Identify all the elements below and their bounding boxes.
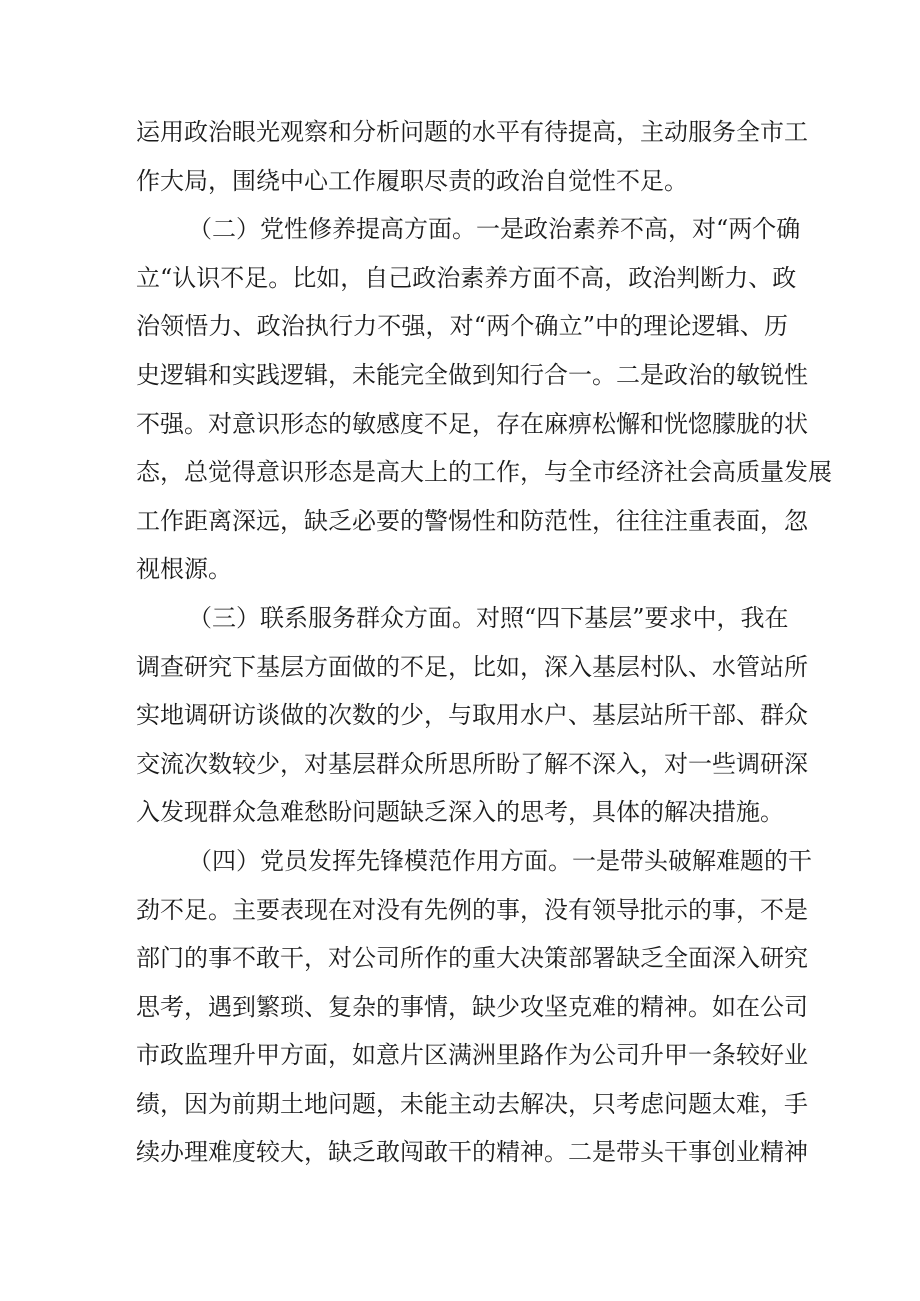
text-line: 作大局，围绕中心工作履职尽责的政治自觉性不足。 (136, 166, 688, 195)
text-line: 交流次数较少，对基层群众所思所盼了解不深入，对一些调研深 (136, 749, 808, 778)
text-line: 视根源。 (136, 555, 232, 584)
text-line: 续办理难度较大，缺乏敢闯敢干的精神。二是带头干事创业精神 (136, 1138, 808, 1167)
section-heading-line: （三）联系服务群众方面。对照“四下基层”要求中，我在 (188, 603, 789, 632)
text-line: 实地调研访谈做的次数的少，与取用水户、基层站所干部、群众 (136, 701, 808, 730)
text-line: 运用政治眼光观察和分析问题的水平有待提高，主动服务全市工 (136, 118, 808, 146)
text-line: 入发现群众急难愁盼问题缺乏深入的思考，具体的解决措施。 (136, 798, 784, 827)
text-line: 思考，遇到繁琐、复杂的事情，缺少攻坚克难的精神。如在公司 (136, 992, 808, 1021)
text-line: 劲不足。主要表现在对没有先例的事，没有领导批示的事，不是 (136, 895, 808, 924)
text-line: 市政监理升甲方面，如意片区满洲里路作为公司升甲一条较好业 (136, 1041, 808, 1070)
section-heading-line: （二）党性修养提高方面。一是政治素养不高，对“两个确 (188, 215, 801, 244)
text-line: 史逻辑和实践逻辑，未能完全做到知行合一。二是政治的敏锐性 (136, 360, 808, 389)
section-heading-line: （四）党员发挥先锋模范作用方面。一是带头破解难题的干 (188, 846, 812, 875)
text-line: 不强。对意识形态的敏感度不足，存在麻痹松懈和恍惚朦胧的状 (136, 409, 808, 438)
text-line: 部门的事不敢干，对公司所作的重大决策部署缺乏全面深入研究 (136, 944, 808, 973)
text-line: 立“认识不足。比如，自己政治素养方面不高，政治判断力、政 (136, 263, 797, 292)
text-line: 态，总觉得意识形态是高大上的工作，与全市经济社会高质量发展 (136, 458, 832, 487)
text-line: 绩，因为前期土地问题，未能主动去解决，只考虑问题太难，手 (136, 1089, 808, 1118)
text-line: 工作距离深远，缺乏必要的警惕性和防范性，往往注重表面，忽 (136, 506, 808, 535)
text-line: 治领悟力、政治执行力不强，对“两个确立”中的理论逻辑、历 (136, 312, 788, 341)
text-line: 调查研究下基层方面做的不足，比如，深入基层村队、水管站所 (136, 652, 808, 681)
body-text (136, 108, 832, 1177)
